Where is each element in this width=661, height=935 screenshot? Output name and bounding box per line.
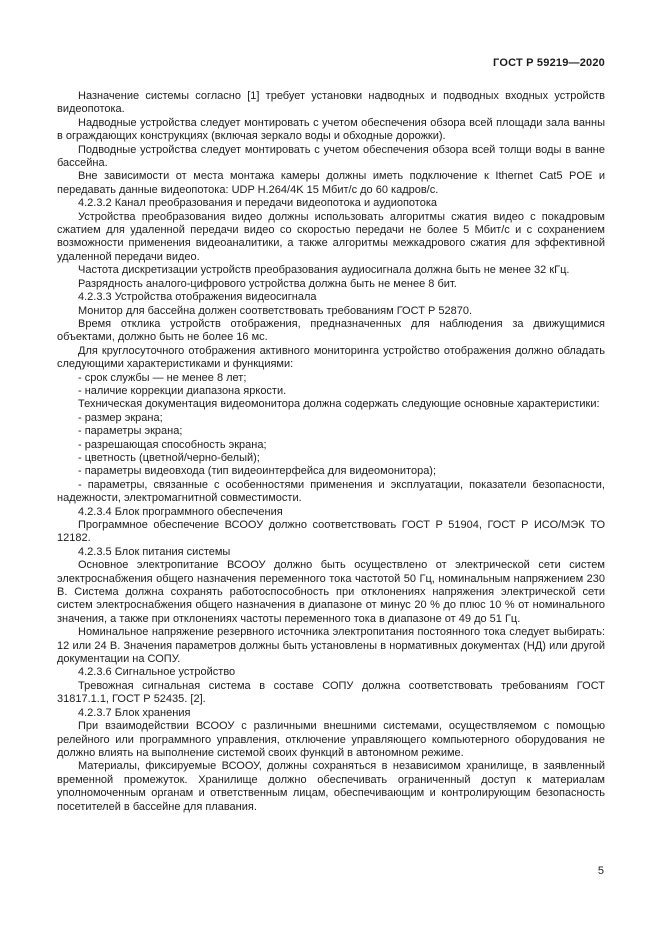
clause-heading: 4.2.3.2 Канал преобразования и передачи видеопотока и аудиопотока [78, 197, 437, 210]
body-paragraph: Частота дискретизации устройств преобразования аудиосигнала должна быть не менее 32 кГц. [78, 264, 570, 277]
page-footer [598, 865, 604, 877]
body-paragraph: Основное электропитание ВСООУ должно быть осуществлено от электрической сети систем электроснабжения общего назначения переменного тока частотой 50 Гц, номинальным напряжением 230 В. Система должна сохранять работоспособность при отклонениях напряжения электрической сети систем электроснабжения общего назначения в диапазоне от минус 20 % до плюс 10 % от номинального значения, а также при отклонениях частоты переменного тока в диапазоне от 49 до 51 Гц. [57, 559, 605, 625]
body-paragraph: Материалы, фиксируемые ВСООУ, должны сохраняться в независимом хранилище, в заявленный временной промежуток. Хранилище должно обеспечивать ограниченный доступ к материалам уполномоченным органам и ответственным лицам, обеспечивающим и контролирующим безопасность посетителей в бассейне для плавания. [57, 760, 605, 813]
clause-heading: 4.2.3.6 Сигнальное устройство [78, 666, 236, 679]
body-paragraph: При взаимодействии ВСООУ с различными внешними системами, осуществляемом с помощью релейного или программного управления, отключение управляющего компьютерного оборудования не должно влиять на выполнение системой своих функций в автономном режиме. [57, 720, 605, 759]
body-paragraph: Номинальное напряжение резервного источника электропитания постоянного тока следует выбирать: 12 или 24 В. Значения параметров должны быть установлены в нормативных документах (НД) или другой документации на СОПУ. [57, 626, 605, 666]
body-paragraph: Техническая документация видеомонитора должна содержать следующие основные характеристики: [78, 398, 600, 411]
body-paragraph: Подводные устройства следует монтировать с учетом обеспечения обзора всей толщи воды в ванне бассейна. [57, 143, 605, 170]
body-paragraph: Вне зависимости от места монтажа камеры должны иметь подключение к Ithernet Cat5 POE и передавать данные видеопотока: UDP H.264/4K 15 Мбит/с до 60 кадров/с. [57, 170, 605, 196]
clause-heading: 4.2.3.3 Устройства отображения видеосигнала [78, 291, 317, 304]
list-item: - параметры видеовхода (тип видеоинтерфейса для видеомонитора); [78, 465, 437, 478]
list-item: - наличие коррекции диапазона яркости. [78, 384, 287, 397]
list-item: - разрешающая способность экрана; [78, 438, 267, 451]
list-item: - срок службы — не менее 8 лет; [78, 371, 247, 384]
body-paragraph: Время отклика устройств отображения, предназначенных для наблюдения за движущимися объектами, должно быть не более 16 мс. [57, 317, 605, 344]
document-body [57, 90, 605, 814]
list-item: - параметры, связанные с особенностями применения и эксплуатации, показатели безопасности, надежности, электромагнитной совместимости. [57, 478, 605, 505]
body-paragraph: Разрядность аналого-цифрового устройства должна быть не менее 8 бит. [78, 277, 457, 290]
body-paragraph: Монитор для бассейна должен соответствовать требованиям ГОСТ Р 52870. [78, 304, 473, 317]
document-code: ГОСТ Р 59219—2020 [493, 57, 605, 69]
clause-heading: 4.2.3.4 Блок программного обеспечения [78, 505, 283, 518]
page-header [57, 57, 605, 69]
list-item: - цветность (цветной/черно-белый); [78, 451, 260, 464]
list-item: - параметры экрана; [78, 425, 183, 438]
body-paragraph: Для круглосуточного отображения активного мониторинга устройство отображения должно обладать следующими характеристиками и функциями: [57, 344, 605, 371]
body-paragraph: Надводные устройства следует монтировать с учетом обеспечения обзора всей площади зала ванны в ограждающих конструкциях (включая зеркало воды и обходные дорожки). [57, 116, 605, 143]
page-number: 5 [597, 865, 604, 877]
body-paragraph: Назначение системы согласно [1] требует установки надводных и подводных входных устройств видеопотока. [57, 90, 605, 116]
body-paragraph: Программное обеспечение ВСООУ должно соответствовать ГОСТ Р 51904, ГОСТ Р ИСО/МЭК ТО 12182. [57, 519, 605, 545]
list-item: - размер экрана; [78, 411, 163, 424]
body-paragraph: Тревожная сигнальная система в составе СОПУ должна соответствовать требованиям ГОСТ 31817.1.1, ГОСТ Р 52435. [2]. [57, 679, 605, 706]
clause-heading: 4.2.3.5 Блок питания системы [78, 545, 231, 558]
clause-heading: 4.2.3.7 Блок хранения [78, 706, 191, 719]
body-paragraph: Устройства преобразования видео должны использовать алгоритмы сжатия видео с покадровым сжатием для удаленной передачи видео со скоростью передачи не более 5 Мбит/с и с сохранением возможности применения видеоаналитики, а также алгоритмы межкадрового сжатия для эффективной удаленной передачи видео. [57, 210, 605, 263]
